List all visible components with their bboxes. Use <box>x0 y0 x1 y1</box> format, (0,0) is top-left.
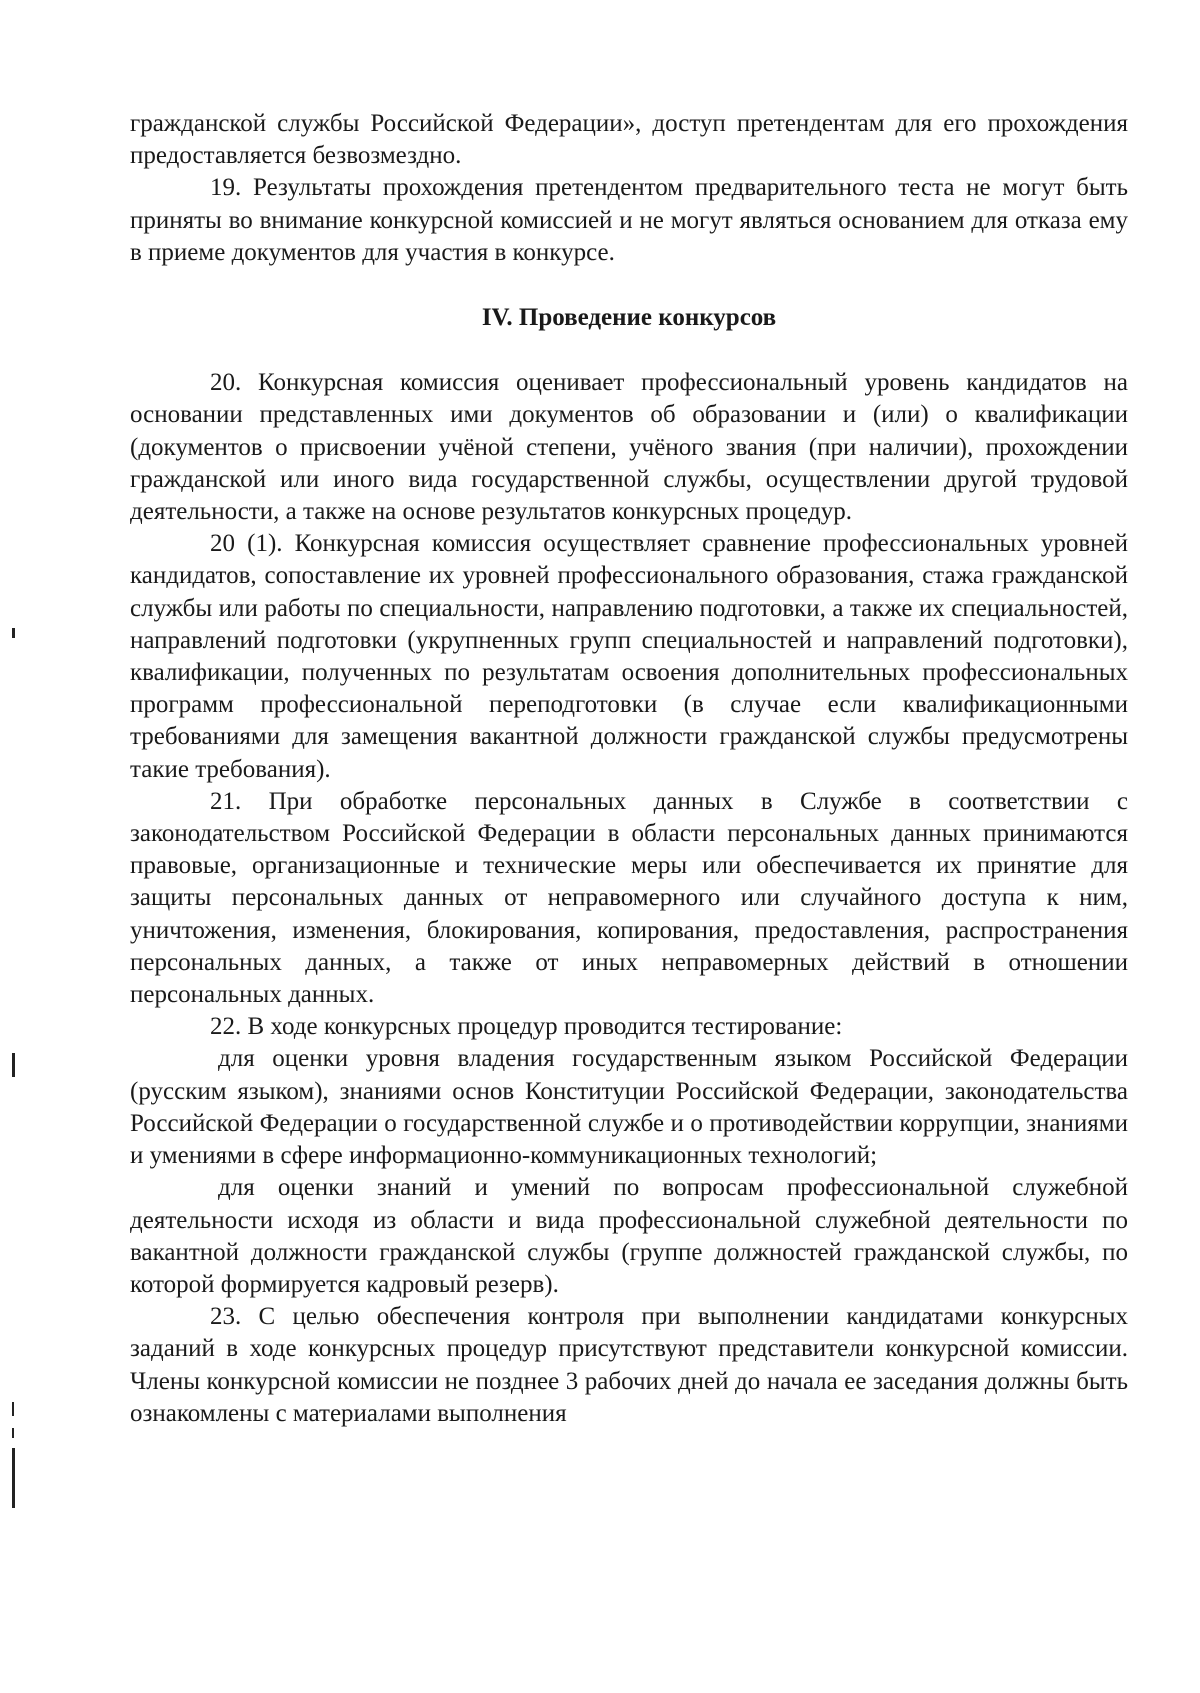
scan-mark <box>12 1053 15 1077</box>
section-heading: IV. Проведение конкурсов <box>481 304 777 332</box>
document-body <box>130 108 1128 1430</box>
scan-mark <box>12 1428 14 1438</box>
paragraph-22-item-a: для оценки уровня владения государственным языком Российской Федерации (русским языком), знаниями основ Конституции Российской Федерации, законодательства Российской Федерации о государственной службе и о противодействии коррупции, знаниями и умениями в сфере информационно-коммуникационных технологий; <box>130 1045 1128 1170</box>
paragraph-20-1: 20 (1). Конкурсная комиссия осуществляет сравнение профессиональных уровней кандидатов, сопоставление их уровней профессионального образования, стажа гражданской службы или работы по специальности, направлению подготовки, а также их специальностей, направлений подготовки (укрупненных групп специальностей и направлений подготовки), квалификации, полученных по результатам освоения дополнительных профессиональных программ профессиональной переподготовки (в случае если квалификационными требованиями для замещения вакантной должности гражданской службы предусмотрены такие требования). <box>130 530 1128 783</box>
paragraph-continuation: гражданской службы Российской Федерации», доступ претендентам для его прохождения предоставляется безвозмездно. <box>130 110 1128 170</box>
scan-mark <box>12 1402 14 1416</box>
paragraph-21: 21. При обработке персональных данных в Службе в соответствии с законодательством Российской Федерации в области персональных данных принимаются правовые, организационные и технические меры или обеспечивается их принятие для защиты персональных данных от неправомерного или случайного доступа к ним, уничтожения, изменения, блокирования, копирования, предоставления, распространения персональных данных, а также от иных неправомерных действий в отношении персональных данных. <box>130 787 1128 1009</box>
paragraph-20: 20. Конкурсная комиссия оценивает профессиональный уровень кандидатов на основании представленных ими документов об образовании и (или) о квалификации (документов о присвоении учёной степени, учёного звания (при наличии), прохождении гражданской или иного вида государственной службы, осуществлении другой трудовой деятельности, а также на основе результатов конкурсных процедур. <box>130 369 1128 526</box>
scan-mark <box>12 628 15 638</box>
paragraph-23: 23. С целью обеспечения контроля при выполнении кандидатами конкурсных заданий в ходе конкурсных процедур присутствуют представители конкурсной комиссии. Члены конкурсной комиссии не позднее 3 рабочих дней до начала ее заседания должны быть ознакомлены с материалами выполнения <box>130 1303 1128 1427</box>
paragraph-22: 22. В ходе конкурсных процедур проводится тестирование: <box>210 1013 843 1041</box>
paragraph-19: 19. Результаты прохождения претендентом предварительного теста не могут быть приняты во внимание конкурсной комиссией и не могут являться основанием для отказа ему в приеме документов для участия в конкурсе. <box>130 174 1128 266</box>
paragraph-22-item-b: для оценки знаний и умений по вопросам профессиональной служебной деятельности исходя из области и вида профессиональной служебной деятельности по вакантной должности гражданской службы (группе должностей гражданской службы, по которой формируется кадровый резерв). <box>130 1174 1128 1298</box>
scan-mark <box>12 1448 15 1508</box>
